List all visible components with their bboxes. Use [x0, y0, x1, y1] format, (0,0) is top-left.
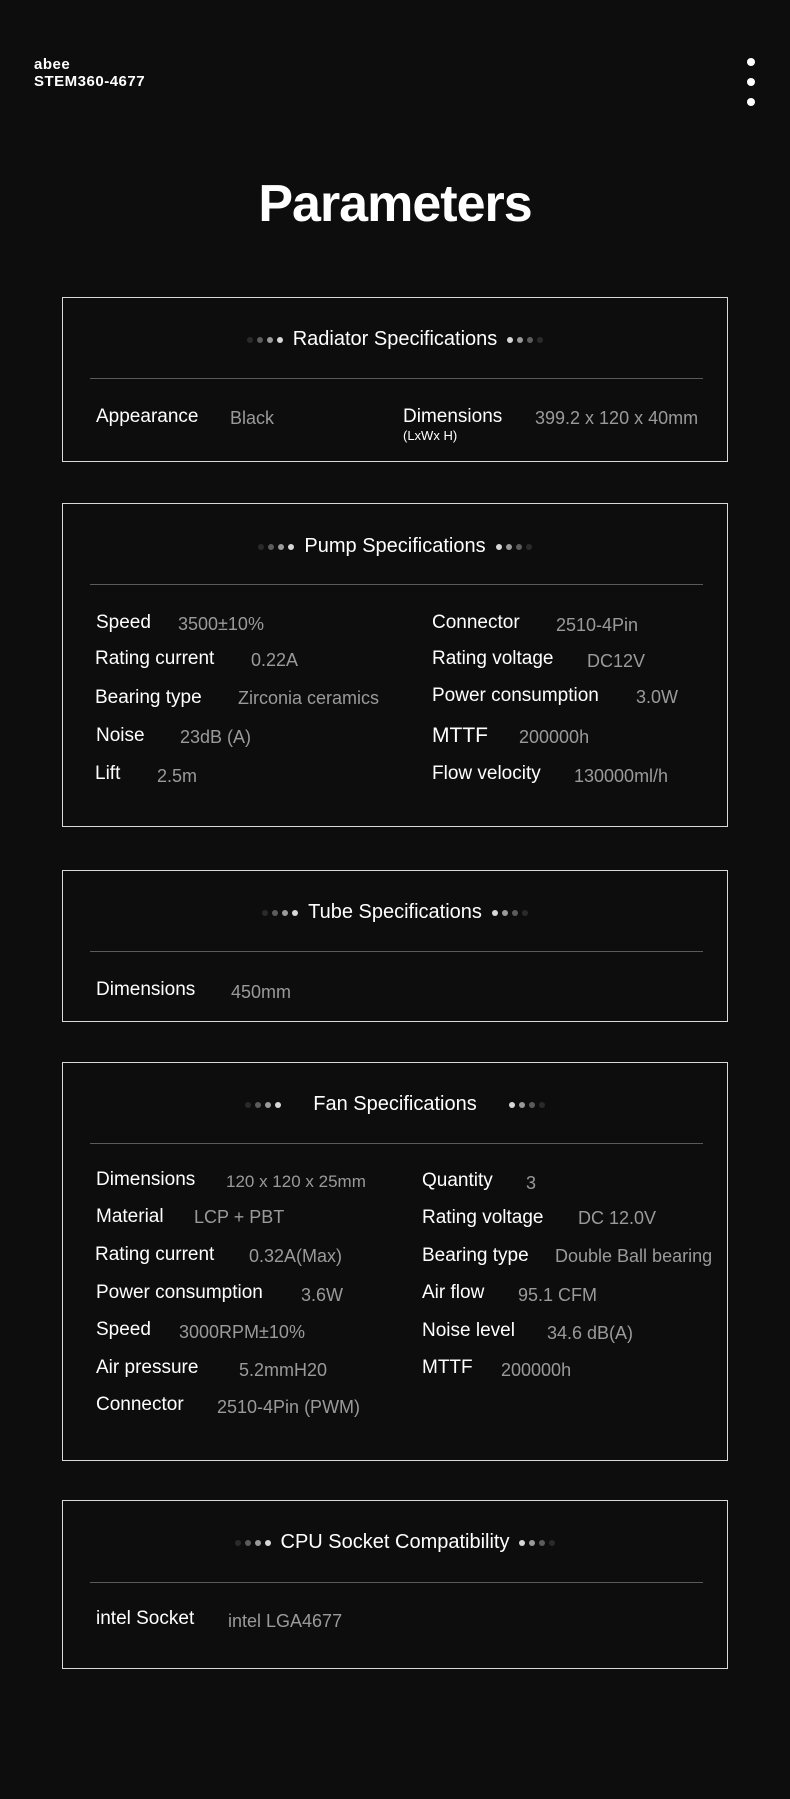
menu-dot-icon — [747, 78, 755, 86]
spec-value: 2510-4Pin (PWM) — [217, 1397, 361, 1417]
divider — [90, 378, 703, 379]
spec-value: 200000h — [501, 1360, 572, 1380]
dots-decoration-icon — [235, 1540, 271, 1546]
card-title: Fan Specifications — [313, 1093, 477, 1115]
page-title: Parameters — [258, 175, 532, 233]
divider — [90, 1143, 703, 1144]
spec-value: 399.2 x 120 x 40mm — [535, 408, 699, 428]
spec-label: Power consumption — [96, 1282, 263, 1303]
spec-value: 0.32A(Max) — [249, 1246, 343, 1266]
spec-value: 23dB (A) — [180, 727, 252, 747]
card-title: CPU Socket Compatibility — [280, 1531, 510, 1553]
divider — [90, 584, 703, 585]
divider — [90, 1582, 703, 1583]
spec-value: LCP + PBT — [194, 1207, 285, 1227]
radiator-specs-card — [62, 297, 728, 462]
card-title: Radiator Specifications — [292, 328, 498, 350]
tube-specs-card — [62, 870, 728, 1022]
dots-decoration-icon — [247, 337, 283, 343]
dots-decoration-icon — [509, 1102, 545, 1108]
spec-value: 2510-4Pin — [556, 615, 639, 635]
brand-name: abee — [34, 56, 71, 73]
spec-value: 3 — [526, 1173, 537, 1193]
spec-value: 3000RPM±10% — [179, 1322, 305, 1342]
spec-label: Rating voltage — [432, 648, 554, 669]
card-title: Tube Specifications — [308, 901, 482, 923]
spec-value: 450mm — [231, 982, 292, 1002]
dots-decoration-icon — [492, 910, 528, 916]
spec-value: 3.6W — [301, 1285, 344, 1305]
spec-value: Double Ball bearing — [555, 1246, 713, 1266]
spec-label: intel Socket — [96, 1608, 195, 1629]
spec-value: Zirconia ceramics — [238, 688, 380, 708]
spec-value: Black — [230, 408, 275, 428]
spec-label: Appearance — [96, 406, 199, 427]
card-header — [63, 535, 727, 558]
spec-label: MTTF — [432, 724, 488, 747]
spec-value: intel LGA4677 — [228, 1611, 343, 1631]
spec-label: Connector — [96, 1394, 184, 1415]
spec-label: Dimensions — [96, 979, 196, 1000]
menu-dot-icon — [747, 58, 755, 66]
dots-decoration-icon — [519, 1540, 555, 1546]
spec-label: Air flow — [422, 1282, 485, 1303]
fan-specs-card — [62, 1062, 728, 1461]
dots-decoration-icon — [262, 910, 298, 916]
brand-logo — [34, 56, 145, 90]
card-header — [63, 1093, 727, 1116]
spec-value: 200000h — [519, 727, 590, 747]
spec-value: 0.22A — [251, 650, 299, 670]
spec-label: MTTF — [422, 1357, 473, 1378]
spec-label: Air pressure — [96, 1357, 199, 1378]
spec-label: Rating voltage — [422, 1207, 544, 1228]
spec-sublabel: (LxWx H) — [403, 428, 458, 443]
dots-decoration-icon — [258, 544, 294, 550]
spec-label: Bearing type — [422, 1245, 529, 1266]
dots-decoration-icon — [245, 1102, 281, 1108]
spec-label: Noise — [96, 725, 145, 746]
spec-value: 120 x 120 x 25mm — [226, 1172, 366, 1191]
spec-label: Quantity — [422, 1170, 493, 1191]
spec-label: Connector — [432, 612, 520, 633]
cpu-socket-card — [62, 1500, 728, 1669]
spec-value: 130000ml/h — [574, 766, 669, 786]
spec-label: Flow velocity — [432, 763, 541, 784]
dots-decoration-icon — [496, 544, 532, 550]
more-menu-button[interactable] — [744, 58, 758, 106]
spec-value: DC 12.0V — [578, 1208, 657, 1228]
spec-value: 3500±10% — [178, 614, 264, 634]
spec-value: 34.6 dB(A) — [547, 1323, 634, 1343]
spec-label: Rating current — [95, 1244, 215, 1265]
spec-label: Noise level — [422, 1320, 515, 1341]
brand-model: STEM360-4677 — [34, 73, 146, 90]
card-header — [63, 1531, 727, 1554]
card-header — [63, 901, 727, 924]
spec-value: 3.0W — [636, 687, 679, 707]
spec-label: Speed — [96, 1319, 151, 1340]
spec-label: Power consumption — [432, 685, 599, 706]
card-header — [63, 328, 727, 351]
spec-label: Material — [96, 1206, 164, 1227]
card-title: Pump Specifications — [304, 535, 486, 557]
spec-label: Dimensions — [403, 406, 503, 427]
spec-label: Speed — [96, 612, 151, 633]
pump-specs-card — [62, 503, 728, 827]
dots-decoration-icon — [507, 337, 543, 343]
spec-value: 95.1 CFM — [518, 1285, 598, 1305]
spec-value: 5.2mmH20 — [239, 1360, 328, 1380]
divider — [90, 951, 703, 952]
spec-label: Lift — [95, 763, 121, 784]
spec-label: Bearing type — [95, 687, 202, 708]
spec-label: Dimensions — [96, 1169, 196, 1190]
menu-dot-icon — [747, 98, 755, 106]
spec-value: DC12V — [587, 651, 646, 671]
spec-label: Rating current — [95, 648, 215, 669]
spec-value: 2.5m — [157, 766, 198, 786]
